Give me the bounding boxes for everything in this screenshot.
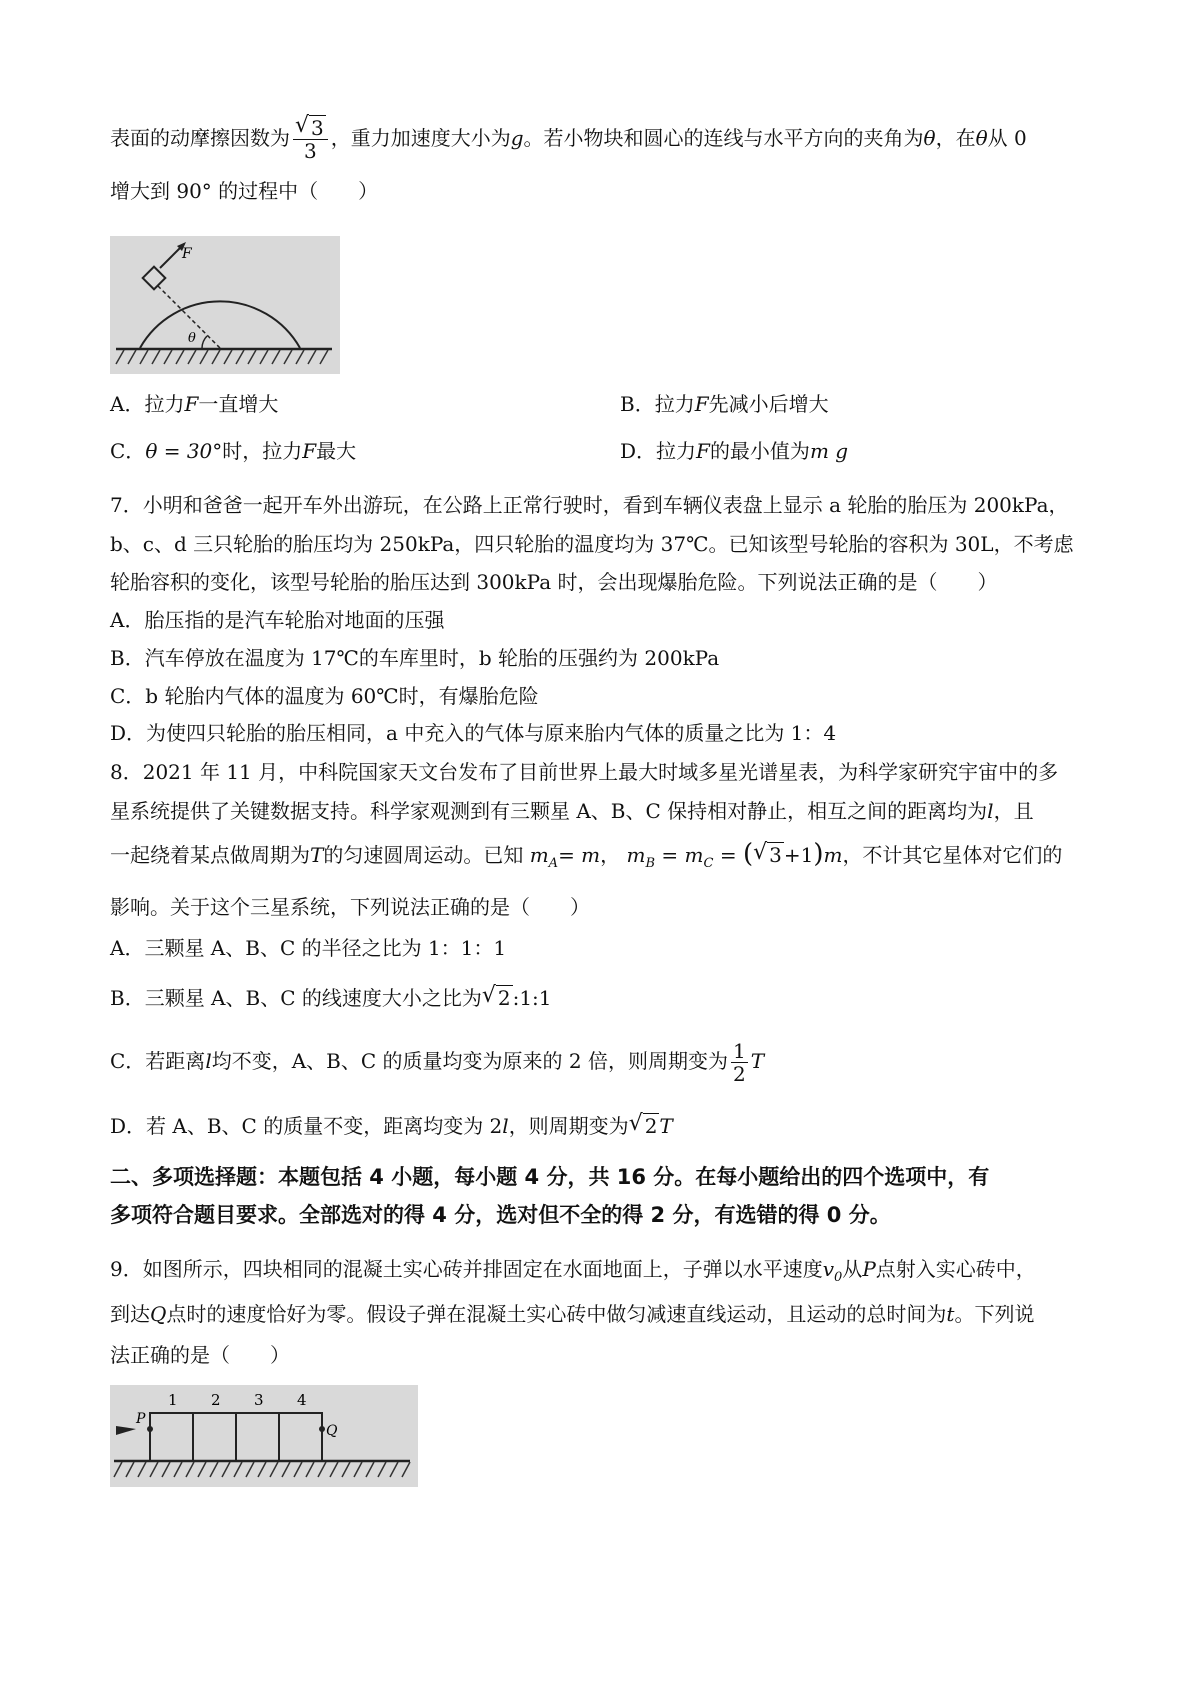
sqrt2: √ 2 xyxy=(628,1111,658,1138)
q6-option-a xyxy=(110,390,278,418)
mass-b: $m_B$ xyxy=(626,843,656,871)
var-t: t xyxy=(946,1302,955,1326)
section2-line-1: 二、多项选择题：本题包括 4 小题，每小题 4 分，共 16 分。在每小题给出的四个选项中，有 xyxy=(110,1165,990,1189)
v: v xyxy=(822,1257,835,1281)
var-T: T xyxy=(750,1049,765,1073)
text: :1:1 xyxy=(512,986,552,1010)
text: 表面的动摩擦因数为 xyxy=(110,126,290,150)
text: D．拉力 xyxy=(620,439,697,463)
q8-option-b xyxy=(110,984,552,1012)
text: 一直增大 xyxy=(198,392,279,416)
sqrt2-value: 2 xyxy=(497,986,511,1010)
plus-one: +1 xyxy=(783,843,814,867)
q6-option-d xyxy=(620,437,848,465)
q6-figure-semicircle xyxy=(110,236,340,374)
q8-line-2 xyxy=(110,797,1034,825)
text: ， xyxy=(600,843,621,867)
text: ，且 xyxy=(993,799,1034,823)
var-theta: θ xyxy=(923,126,936,150)
text: D．若 A、B、C 的质量不变，距离均变为 2 xyxy=(110,1114,503,1138)
text: ，不计其它星体对它们的 xyxy=(842,843,1063,867)
text: 的匀速圆周运动。已知 xyxy=(323,843,524,867)
text: ，在 xyxy=(935,126,976,150)
var-v0 xyxy=(822,1257,843,1285)
q8-option-a: A．三颗星 A、B、C 的半径之比为 1：1：1 xyxy=(110,936,507,960)
brick-label-1: 1 xyxy=(168,1391,178,1409)
brick-label-4: 4 xyxy=(297,1391,307,1409)
var-P: P xyxy=(862,1257,876,1281)
sqrt2: √ 2 xyxy=(481,983,511,1010)
var-l: l xyxy=(205,1049,212,1073)
text: 。下列说 xyxy=(954,1302,1035,1326)
sqrt3-value: 3 xyxy=(769,843,782,867)
text: 点时的速度恰好为零。假设子弹在混凝土实心砖中做匀减速直线运动，且运动的总时间为 xyxy=(166,1302,947,1326)
mu-fraction: √ 3 3 xyxy=(293,117,328,162)
text: 。若小物块和圆心的连线与水平方向的夹角为 xyxy=(523,126,924,150)
mu-denominator: 3 xyxy=(304,139,317,163)
text: C．若距离 xyxy=(110,1049,206,1073)
fig-label-F: F xyxy=(182,246,192,262)
text: 的最小值为 xyxy=(709,439,810,463)
text: 9．如图所示，四块相同的混凝土实心砖并排固定在水面地面上，子弹以水平速度 xyxy=(110,1257,823,1281)
var-l: l xyxy=(987,799,994,823)
text: 先减小后增大 xyxy=(708,392,829,416)
v0-sub: 0 xyxy=(834,1270,843,1285)
text: 星系统提供了关键数据支持。科学家观测到有三颗星 A、B、C 保持相对静止，相互之间的距离均为 xyxy=(110,799,988,823)
q9-line-2 xyxy=(110,1300,1034,1328)
var-T: T xyxy=(659,1114,673,1138)
brick-label-2: 2 xyxy=(211,1391,221,1409)
q9-figure-bricks xyxy=(110,1385,418,1487)
text: 最大 xyxy=(316,439,357,463)
text: B．拉力 xyxy=(620,392,695,416)
paren-close: ) xyxy=(813,839,824,869)
fig-label-theta: θ xyxy=(188,331,196,346)
q8-line-3 xyxy=(110,840,1062,878)
sqrt2-value: 2 xyxy=(644,1114,658,1138)
q7-option-d: D．为使四只轮胎的胎压相同，a 中充入的气体与原来胎内气体的质量之比为 1：4 xyxy=(110,721,837,745)
text: 一起绕着某点做周期为 xyxy=(110,843,310,867)
var-F: F xyxy=(302,439,317,463)
q9-line-1 xyxy=(110,1255,1036,1292)
text: 均不变，A、B、C 的质量均变为原来的 2 倍，则周期变为 xyxy=(211,1049,728,1073)
eq: = xyxy=(661,843,679,867)
half-den: 2 xyxy=(732,1062,746,1086)
q7-line-3: 轮胎容积的变化，该型号轮胎的胎压达到 300kPa 时，会出现爆胎危险。下列说法正确的是（ ） xyxy=(110,570,998,594)
text: A．拉力 xyxy=(110,392,185,416)
half-fraction xyxy=(731,1040,748,1085)
var-T: T xyxy=(310,843,324,867)
q7-option-a: A．胎压指的是汽车轮胎对地面的压强 xyxy=(110,608,445,632)
bricks-diagram xyxy=(110,1385,418,1487)
mass-a-eq: = m xyxy=(558,843,601,867)
q9-line-3: 法正确的是（ ） xyxy=(110,1343,290,1367)
q6-option-b xyxy=(620,390,829,418)
q8-option-c xyxy=(110,1040,764,1085)
q8-line-1: 8．2021 年 11 月，中科院国家天文台发布了目前世界上最大时域多星光谱星表，为科学家研究宇宙中的多 xyxy=(110,760,1059,784)
q6-line-1 xyxy=(110,113,1027,163)
section2-line-2: 多项符合题目要求。全部选对的得 4 分，选对但不全的得 2 分，有选错的得 0 分。 xyxy=(110,1203,891,1227)
var-theta: θ xyxy=(975,126,988,150)
var-F: F xyxy=(184,392,199,416)
sqrt3: √ 3 xyxy=(753,840,782,867)
q8-option-d xyxy=(110,1112,673,1140)
semicircle-diagram xyxy=(110,236,340,374)
q7-option-b: B．汽车停放在温度为 17℃的车库里时，b 轮胎的压强约为 200kPa xyxy=(110,646,720,670)
text: ，则周期变为 xyxy=(508,1114,629,1138)
mass-a: $m_A$ xyxy=(529,843,559,871)
text: ，重力加速度大小为 xyxy=(330,126,511,150)
var-F: F xyxy=(694,392,709,416)
eq: = xyxy=(719,843,737,867)
q7-option-c: C．b 轮胎内气体的温度为 60℃时，有爆胎危险 xyxy=(110,684,539,708)
text: 从 0 xyxy=(987,126,1027,150)
text: B．三颗星 A、B、C 的线速度大小之比为 xyxy=(110,986,482,1010)
text: 点射入实心砖中， xyxy=(875,1257,1036,1281)
text: C． xyxy=(110,439,146,463)
brick-label-3: 3 xyxy=(254,1391,264,1409)
q6-line-2: 增大到 90° 的过程中（ ） xyxy=(110,179,379,203)
half-num: 1 xyxy=(732,1039,746,1063)
q7-line-1: 7．小明和爸爸一起开车外出游玩，在公路上正常行驶时，看到车辆仪表盘上显示 a 轮胎的胎压为 200kPa， xyxy=(110,493,1069,517)
fig-label-P: P xyxy=(136,1411,146,1427)
var-m: m xyxy=(823,843,843,867)
q7-line-2: b、c、d 三只轮胎的胎压均为 250kPa，四只轮胎的温度均为 37℃。已知该型号轮胎的容积为 30L，不考虑 xyxy=(110,532,1074,556)
var-g: g xyxy=(510,126,524,150)
text: 时，拉力 xyxy=(222,439,303,463)
mu-numerator: 3 xyxy=(311,116,324,140)
text: 从 xyxy=(842,1257,863,1281)
paren-open: ( xyxy=(742,839,754,869)
mass-c: $m_C$ xyxy=(684,843,714,871)
var-F: F xyxy=(696,439,710,463)
var-mg: m g xyxy=(809,439,849,463)
var-l: l xyxy=(502,1114,509,1138)
var-Q: Q xyxy=(150,1302,167,1326)
text: 到达 xyxy=(110,1302,150,1326)
q8-line-4: 影响。关于这个三星系统，下列说法正确的是（ ） xyxy=(110,895,590,919)
q6-option-c xyxy=(110,437,356,465)
fig-label-Q: Q xyxy=(326,1423,338,1439)
theta-equation: θ = 30° xyxy=(145,439,223,463)
